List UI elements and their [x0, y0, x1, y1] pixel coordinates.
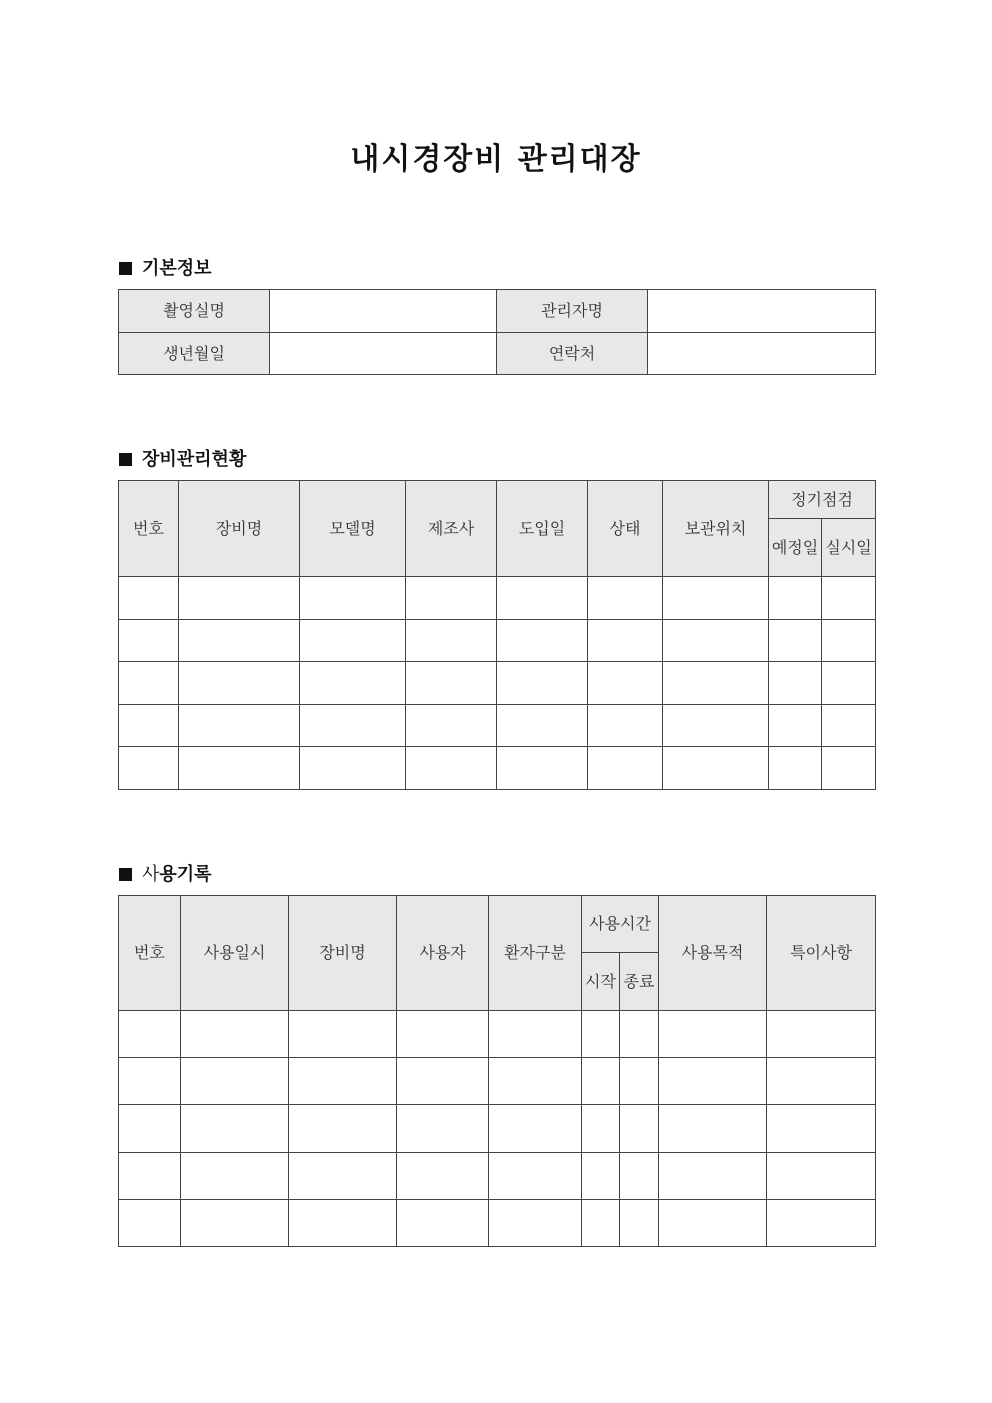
header-location: 보관위치 — [663, 481, 769, 577]
table-row — [119, 1200, 876, 1247]
header-model: 모델명 — [300, 481, 406, 577]
header-planned-date: 예정일 — [769, 519, 822, 577]
table-row — [119, 333, 876, 375]
table-row — [119, 1153, 876, 1200]
header-no: 번호 — [119, 481, 179, 577]
header-status: 상태 — [588, 481, 663, 577]
label-room-name: 촬영실명 — [119, 290, 270, 333]
header-intro-date: 도입일 — [497, 481, 588, 577]
usage-table — [118, 895, 876, 1247]
header-no: 번호 — [119, 896, 181, 1011]
table-row — [119, 1105, 876, 1153]
header-actual-date: 실시일 — [822, 519, 876, 577]
contact-field[interactable] — [648, 333, 876, 375]
table-row — [119, 577, 876, 620]
table-row — [119, 620, 876, 662]
header-maker: 제조사 — [406, 481, 497, 577]
square-bullet-icon — [119, 453, 132, 466]
table-row — [119, 662, 876, 705]
table-row — [119, 1011, 876, 1058]
square-bullet-icon — [119, 262, 132, 275]
table-row — [119, 290, 876, 333]
basic-info-heading-text: 기본정보 — [142, 258, 212, 279]
usage-heading — [119, 860, 212, 886]
equipment-heading-text: 장비관리현황 — [142, 449, 247, 470]
table-row — [119, 747, 876, 790]
header-patient-type: 환자구분 — [489, 896, 582, 1011]
room-name-field[interactable] — [270, 290, 497, 333]
basic-info-table — [118, 289, 876, 375]
equipment-heading — [119, 445, 246, 471]
label-birthdate: 생년월일 — [119, 333, 270, 375]
label-contact: 연락처 — [497, 333, 648, 375]
equipment-table — [118, 480, 876, 790]
header-user: 사용자 — [397, 896, 489, 1011]
header-start: 시작 — [582, 953, 620, 1011]
basic-info-heading — [119, 254, 212, 280]
usage-heading-bold: 용기록 — [159, 864, 212, 885]
header-inspection: 정기점검 — [769, 481, 876, 519]
header-usage-time: 사용시간 — [582, 896, 659, 953]
header-end: 종료 — [620, 953, 659, 1011]
header-equipment-name: 장비명 — [179, 481, 300, 577]
label-manager-name: 관리자명 — [497, 290, 648, 333]
table-header-row — [119, 896, 876, 953]
header-purpose: 사용목적 — [659, 896, 767, 1011]
birthdate-field[interactable] — [270, 333, 497, 375]
table-row — [119, 705, 876, 747]
header-equipment-name: 장비명 — [289, 896, 397, 1011]
document-title: 내시경장비 관리대장 — [350, 142, 642, 177]
table-row — [119, 1058, 876, 1105]
header-datetime: 사용일시 — [181, 896, 289, 1011]
square-bullet-icon — [119, 868, 132, 881]
header-notes: 특이사항 — [767, 896, 876, 1011]
manager-name-field[interactable] — [648, 290, 876, 333]
usage-heading-light: 사 — [142, 864, 160, 885]
table-header-row — [119, 481, 876, 519]
